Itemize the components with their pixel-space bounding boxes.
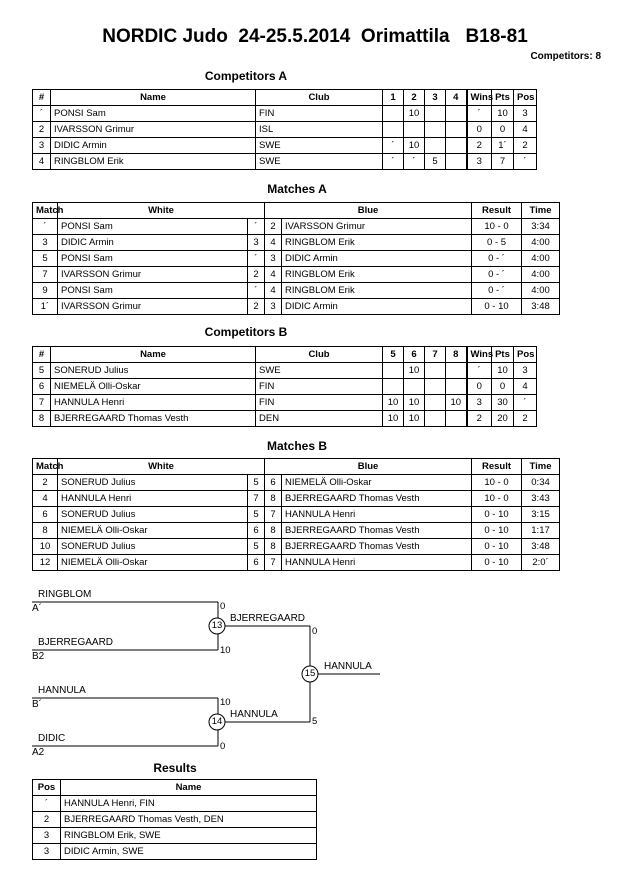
cell: 30 — [492, 395, 514, 411]
competitors-b-title: Competitors B — [204, 325, 288, 339]
cell: 3 — [514, 363, 537, 379]
results-header-row — [33, 780, 317, 796]
cell: 10 — [404, 363, 425, 379]
cell: ´ — [514, 154, 537, 170]
col-header-name: Name — [51, 90, 256, 106]
cell: DIDIC Armin — [282, 299, 472, 315]
col-header-result: Result — [472, 459, 522, 475]
cell: BJERREGAARD Thomas Vesth — [51, 411, 256, 427]
cell: 10 — [404, 395, 425, 411]
cell: PONSI Sam — [51, 106, 256, 122]
semi2-match-number: 14 — [211, 716, 223, 727]
col-header-pts: Pts — [492, 347, 514, 363]
cell: 1´ — [492, 138, 514, 154]
col-header-number: # — [33, 347, 51, 363]
cell: RINGBLOM Erik — [51, 154, 256, 170]
cell: 2 — [248, 299, 265, 315]
cell: FIN — [256, 379, 383, 395]
cell: 3 — [265, 299, 282, 315]
semi1-bottom-seed: B2 — [32, 651, 45, 662]
cell: 10 — [404, 106, 425, 122]
cell: 8 — [33, 523, 58, 539]
cell: DEN — [256, 411, 383, 427]
col-header-blue: Blue — [265, 203, 472, 219]
matches-b-title: Matches B — [266, 439, 328, 453]
cell: FIN — [256, 106, 383, 122]
cell: 6 — [33, 507, 58, 523]
competitors-a-title: Competitors A — [204, 69, 288, 83]
cell: IVARSSON Grimur — [58, 267, 248, 283]
cell: 6 — [33, 379, 51, 395]
final-winner: HANNULA — [324, 661, 372, 672]
cell: ´ — [383, 154, 404, 170]
cell: 4 — [33, 154, 51, 170]
semi1-top-seed: A´ — [32, 603, 42, 614]
cell: RINGBLOM Erik — [282, 267, 472, 283]
competitors-count: Competitors: 8 — [530, 51, 601, 62]
cell: 4:00 — [522, 251, 560, 267]
cell: 10 — [404, 138, 425, 154]
cell: 10 — [404, 411, 425, 427]
cell: 0 — [492, 379, 514, 395]
cell: ´ — [467, 363, 492, 379]
semi2-winner: HANNULA — [230, 709, 278, 720]
col-header-blue: Blue — [265, 459, 472, 475]
cell: 4 — [514, 122, 537, 138]
cell: 3 — [33, 844, 61, 860]
cell: 3:48 — [522, 299, 560, 315]
cell: 9 — [33, 283, 58, 299]
semi1-match-number: 13 — [211, 620, 223, 631]
cell: 4 — [514, 379, 537, 395]
col-header-white: White — [58, 459, 265, 475]
cell: 3 — [33, 235, 58, 251]
col-header-time: Time — [522, 459, 560, 475]
cell: 2 — [265, 219, 282, 235]
col-header-opp4: 4 — [446, 90, 467, 106]
semi2-bottom-name: DIDIC — [38, 733, 66, 744]
cell: HANNULA Henri — [51, 395, 256, 411]
cell: 10 — [33, 539, 58, 555]
semi2-top-seed: B´ — [32, 699, 42, 710]
cell: SONERUD Julius — [58, 539, 248, 555]
cell: 1´ — [33, 299, 58, 315]
col-header-opp1: 1 — [383, 90, 404, 106]
cell: 3 — [467, 395, 492, 411]
cell: 10 — [492, 363, 514, 379]
matches-a-title: Matches A — [267, 182, 327, 196]
cell: ´ — [248, 219, 265, 235]
final-top-score: 0 — [312, 626, 318, 637]
cell: 10 - 0 — [472, 475, 522, 491]
col-header-club: Club — [256, 90, 383, 106]
cell: 0 - 5 — [472, 235, 522, 251]
col-header-pos: Pos — [33, 780, 61, 796]
cell: 0:34 — [522, 475, 560, 491]
cell: 2 — [33, 122, 51, 138]
semi1-top-score: 0 — [220, 601, 226, 612]
table-row — [33, 796, 317, 812]
results-title: Results — [153, 761, 197, 775]
cell: 2 — [33, 475, 58, 491]
cell: 7 — [33, 395, 51, 411]
page-title: NORDIC Judo 24-25.5.2014 Orimattila B18-81 — [102, 26, 528, 47]
cell: SWE — [256, 154, 383, 170]
cell: ´ — [383, 138, 404, 154]
semi2-bottom-score: 0 — [220, 741, 226, 752]
col-header-opp2: 2 — [404, 90, 425, 106]
cell: ´ — [467, 106, 492, 122]
cell: 2 — [514, 411, 537, 427]
cell: RINGBLOM Erik — [282, 235, 472, 251]
semi1-bottom-score: 10 — [220, 645, 231, 656]
cell: 6 — [248, 523, 265, 539]
cell: 3:34 — [522, 219, 560, 235]
cell: 3:15 — [522, 507, 560, 523]
cell: 0 - 10 — [472, 299, 522, 315]
cell: NIEMELÄ Olli-Oskar — [58, 523, 248, 539]
cell: 6 — [265, 475, 282, 491]
cell: 7 — [492, 154, 514, 170]
cell: BJERREGAARD Thomas Vesth, DEN — [61, 812, 317, 828]
cell: 4:00 — [522, 283, 560, 299]
semi1-winner: BJERREGAARD — [230, 613, 306, 624]
cell: ´ — [33, 219, 58, 235]
cell: 4 — [33, 491, 58, 507]
cell: ´ — [33, 796, 61, 812]
cell: 7 — [33, 267, 58, 283]
col-header-opp6: 6 — [404, 347, 425, 363]
cell: 6 — [248, 555, 265, 571]
semi2-top-name: HANNULA — [38, 685, 86, 696]
cell: ´ — [514, 395, 537, 411]
cell: 4 — [265, 283, 282, 299]
col-header-match: Match — [33, 459, 58, 475]
cell: 7 — [248, 491, 265, 507]
final-match-number: 15 — [304, 668, 316, 679]
cell: 2 — [33, 812, 61, 828]
cell: IVARSSON Grimur — [51, 122, 256, 138]
cell: 4 — [265, 235, 282, 251]
cell: ´ — [33, 106, 51, 122]
cell: SONERUD Julius — [58, 507, 248, 523]
cell: 3 — [265, 251, 282, 267]
cell: 4:00 — [522, 235, 560, 251]
cell: ´ — [248, 251, 265, 267]
cell: ´ — [248, 283, 265, 299]
cell: 1:17 — [522, 523, 560, 539]
cell: SONERUD Julius — [58, 475, 248, 491]
cell: DIDIC Armin — [282, 251, 472, 267]
cell: 7 — [265, 555, 282, 571]
cell: 0 - 10 — [472, 555, 522, 571]
cell: HANNULA Henri — [282, 507, 472, 523]
col-header-pts: Pts — [492, 90, 514, 106]
cell: BJERREGAARD Thomas Vesth — [282, 523, 472, 539]
cell: 3 — [33, 138, 51, 154]
col-header-opp8: 8 — [446, 347, 467, 363]
cell: FIN — [256, 395, 383, 411]
cell: BJERREGAARD Thomas Vesth — [282, 539, 472, 555]
cell: 3 — [467, 154, 492, 170]
cell: 8 — [265, 491, 282, 507]
cell: ISL — [256, 122, 383, 138]
cell: 8 — [265, 523, 282, 539]
cell: 0 — [467, 379, 492, 395]
col-header-club: Club — [256, 347, 383, 363]
cell: SWE — [256, 138, 383, 154]
semi2-top-score: 10 — [220, 697, 231, 708]
col-header-wins: Wins — [467, 90, 492, 106]
cell: 2:0´ — [522, 555, 560, 571]
cell: 8 — [265, 539, 282, 555]
col-header-name: Name — [51, 347, 256, 363]
cell: 10 — [383, 395, 404, 411]
table-row — [33, 812, 317, 828]
semi1-top-name: RINGBLOM — [38, 589, 92, 600]
cell: 2 — [248, 267, 265, 283]
cell: 0 - ´ — [472, 283, 522, 299]
cell: ´ — [404, 154, 425, 170]
cell: 4:00 — [522, 267, 560, 283]
cell: 0 — [467, 122, 492, 138]
cell: 0 - 10 — [472, 539, 522, 555]
final-bottom-score: 5 — [312, 716, 318, 727]
cell: IVARSSON Grimur — [282, 219, 472, 235]
col-header-white: White — [58, 203, 265, 219]
cell: 2 — [467, 411, 492, 427]
cell: NIEMELÄ Olli-Oskar — [51, 379, 256, 395]
col-header-opp3: 3 — [425, 90, 446, 106]
cell: 10 — [446, 395, 467, 411]
cell: 10 - 0 — [472, 219, 522, 235]
cell: RINGBLOM Erik — [282, 283, 472, 299]
col-header-pos: Pos — [514, 90, 537, 106]
cell: SONERUD Julius — [51, 363, 256, 379]
cell: 10 — [492, 106, 514, 122]
results-table — [32, 779, 317, 860]
semi1-bottom-name: BJERREGAARD — [38, 637, 114, 648]
cell: BJERREGAARD Thomas Vesth — [282, 491, 472, 507]
cell: 5 — [248, 539, 265, 555]
cell: 10 — [383, 411, 404, 427]
col-header-name: Name — [61, 780, 317, 796]
cell: RINGBLOM Erik, SWE — [61, 828, 317, 844]
cell: 5 — [248, 507, 265, 523]
cell: PONSI Sam — [58, 219, 248, 235]
cell: PONSI Sam — [58, 251, 248, 267]
cell: 3 — [248, 235, 265, 251]
cell: 0 - 10 — [472, 523, 522, 539]
cell: 3:43 — [522, 491, 560, 507]
cell: 0 — [492, 122, 514, 138]
col-header-result: Result — [472, 203, 522, 219]
cell: 7 — [265, 507, 282, 523]
col-header-pos: Pos — [514, 347, 537, 363]
cell: 5 — [33, 251, 58, 267]
col-header-opp7: 7 — [425, 347, 446, 363]
cell: IVARSSON Grimur — [58, 299, 248, 315]
cell: 2 — [514, 138, 537, 154]
cell: HANNULA Henri — [282, 555, 472, 571]
cell: NIEMELÄ Olli-Oskar — [58, 555, 248, 571]
semi2-bottom-seed: A2 — [32, 747, 45, 758]
cell: DIDIC Armin — [51, 138, 256, 154]
cell: 0 - ´ — [472, 251, 522, 267]
cell: 5 — [425, 154, 446, 170]
cell: NIEMELÄ Olli-Oskar — [282, 475, 472, 491]
cell: 3 — [514, 106, 537, 122]
cell: 10 - 0 — [472, 491, 522, 507]
cell: 0 - 10 — [472, 507, 522, 523]
cell: 0 - ´ — [472, 267, 522, 283]
cell: 5 — [33, 363, 51, 379]
col-header-wins: Wins — [467, 347, 492, 363]
cell: 12 — [33, 555, 58, 571]
cell: 3:48 — [522, 539, 560, 555]
cell: HANNULA Henri, FIN — [61, 796, 317, 812]
cell: HANNULA Henri — [58, 491, 248, 507]
table-row — [33, 828, 317, 844]
cell: 20 — [492, 411, 514, 427]
cell: 5 — [248, 475, 265, 491]
col-header-match: Match — [33, 203, 58, 219]
cell: DIDIC Armin — [58, 235, 248, 251]
table-row — [33, 844, 317, 860]
cell: SWE — [256, 363, 383, 379]
cell: DIDIC Armin, SWE — [61, 844, 317, 860]
cell: 4 — [265, 267, 282, 283]
cell: PONSI Sam — [58, 283, 248, 299]
cell: 2 — [467, 138, 492, 154]
cell: 3 — [33, 828, 61, 844]
col-header-opp5: 5 — [383, 347, 404, 363]
cell: 8 — [33, 411, 51, 427]
col-header-time: Time — [522, 203, 560, 219]
col-header-number: # — [33, 90, 51, 106]
